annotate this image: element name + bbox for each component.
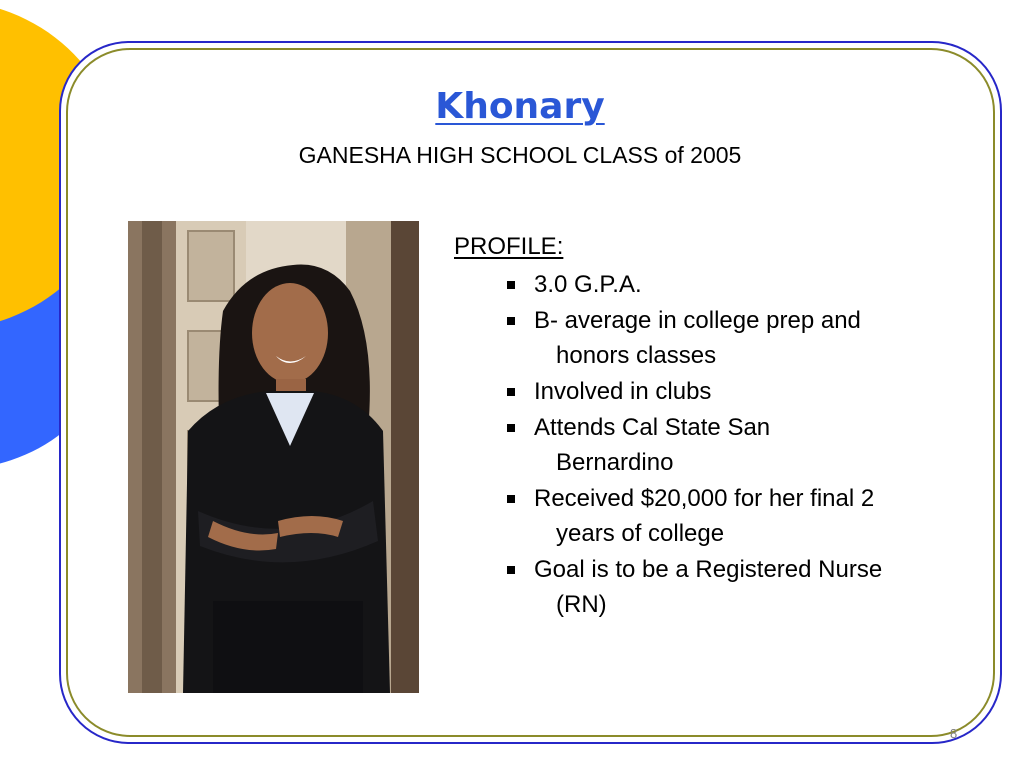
profile-bullet-list — [454, 267, 954, 622]
slide-title-text: Khonary — [435, 86, 605, 127]
list-item — [507, 267, 954, 302]
bullet-icon — [507, 281, 515, 289]
bullet-icon — [507, 566, 515, 574]
list-item — [507, 481, 954, 551]
page-number: 8 — [950, 726, 958, 741]
student-photo — [128, 221, 419, 693]
list-item — [507, 410, 954, 480]
list-item-text-continued: years of college — [556, 520, 725, 547]
profile-heading: PROFILE: — [454, 233, 564, 260]
list-item-text: Received $20,000 for her final 2 — [534, 485, 875, 512]
list-item-text-continued: honors classes — [556, 342, 717, 369]
student-photo-illustration — [128, 221, 419, 693]
bullet-icon — [507, 495, 515, 503]
list-item — [507, 552, 954, 622]
list-item-text: Goal is to be a Registered Nurse — [534, 556, 883, 583]
list-item-text: Involved in clubs — [534, 378, 712, 405]
slide-subtitle: GANESHA HIGH SCHOOL CLASS of 2005 — [298, 142, 742, 168]
list-item-text: B- average in college prep and — [534, 307, 861, 334]
list-item — [507, 303, 954, 373]
profile-section — [454, 232, 954, 623]
list-item-text: Attends Cal State San — [534, 414, 771, 441]
list-item-text-continued: (RN) — [556, 591, 607, 618]
slide-title — [0, 86, 1024, 127]
bullet-icon — [507, 388, 515, 396]
bullet-icon — [507, 317, 515, 325]
bullet-icon — [507, 424, 515, 432]
list-item — [507, 374, 954, 409]
list-item-text: 3.0 G.P.A. — [534, 271, 642, 298]
list-item-text-continued: Bernardino — [556, 449, 674, 476]
